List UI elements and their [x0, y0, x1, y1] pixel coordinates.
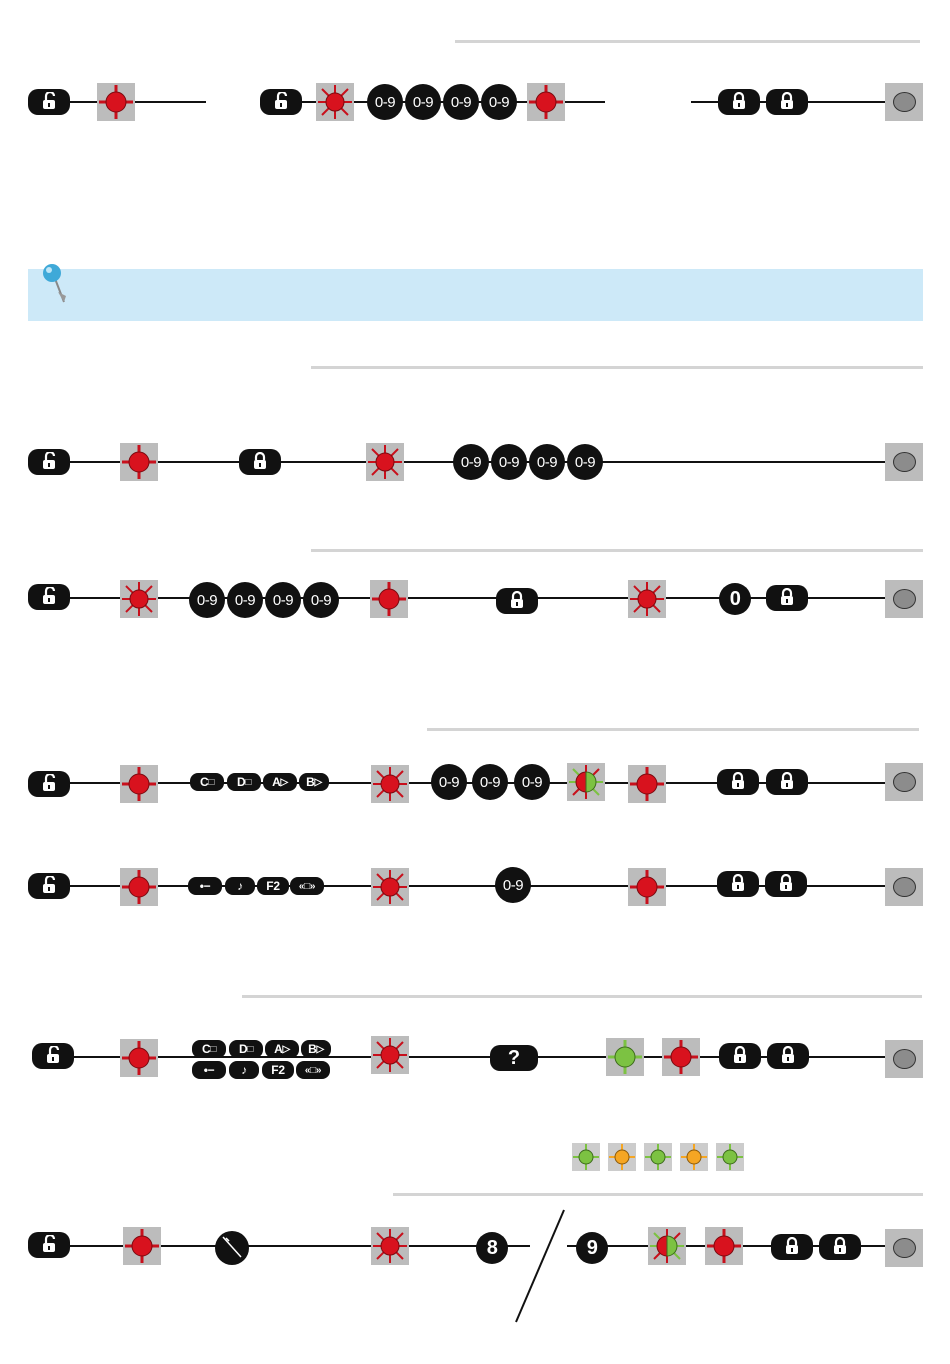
divider-slash: [512, 1208, 568, 1326]
bell-icon: ♪: [241, 1063, 247, 1077]
digit-key[interactable]: 0-9: [367, 84, 403, 120]
lock-icon: [728, 874, 748, 894]
led-red-steady: [705, 1227, 743, 1265]
lock-icon: [729, 92, 749, 112]
digit-key[interactable]: 0-9: [472, 764, 508, 800]
digit-9-key[interactable]: 9: [576, 1232, 608, 1264]
lock-icon: [830, 1237, 850, 1257]
lock-button[interactable]: [239, 449, 281, 475]
pushpin-icon: [40, 262, 80, 308]
digit-key[interactable]: 0-9: [431, 764, 467, 800]
usb-key[interactable]: [188, 877, 222, 895]
digit-8-key[interactable]: 8: [476, 1232, 508, 1264]
end-button-icon[interactable]: [885, 1040, 923, 1078]
c-card-key[interactable]: C □: [192, 1040, 226, 1058]
led-red-blinking: [371, 1036, 409, 1074]
separator-line: [455, 40, 920, 43]
digit-key[interactable]: 0-9: [514, 764, 550, 800]
bell-key[interactable]: [229, 1061, 259, 1079]
lock-button[interactable]: [719, 1043, 761, 1069]
led-red-steady: [120, 868, 158, 906]
a-card-key[interactable]: A ▷: [265, 1040, 299, 1058]
end-button-icon[interactable]: [885, 580, 923, 618]
unlock-icon: [39, 587, 59, 607]
led-red-steady: [662, 1038, 700, 1076]
c-card-key[interactable]: C □: [190, 773, 224, 791]
end-button-icon[interactable]: [885, 443, 923, 481]
f2-key[interactable]: F2: [257, 877, 289, 895]
d-card-key[interactable]: D □: [227, 773, 261, 791]
lock-button[interactable]: [717, 769, 759, 795]
end-button-icon[interactable]: [885, 1229, 923, 1267]
led-red-steady: [120, 1039, 158, 1077]
digit-key[interactable]: 0-9: [529, 444, 565, 480]
unlock-button[interactable]: [28, 449, 70, 475]
lock-icon: [782, 1237, 802, 1257]
unlock-icon: [43, 1046, 63, 1066]
digit-key[interactable]: 0-9: [227, 582, 263, 618]
unlock-icon: [39, 92, 59, 112]
led-red-green-blinking: [567, 763, 605, 801]
digit-key[interactable]: 0-9: [567, 444, 603, 480]
end-button-icon[interactable]: [885, 763, 923, 801]
led-red-steady: [628, 868, 666, 906]
unlock-button[interactable]: [28, 873, 70, 899]
led-sequence: [572, 1143, 748, 1171]
unlock-button[interactable]: [28, 1232, 70, 1258]
zero-key[interactable]: 0: [719, 583, 751, 615]
unlock-button[interactable]: [32, 1043, 74, 1069]
separator-line: [242, 995, 922, 998]
card-key[interactable]: [290, 877, 324, 895]
usb-icon: •−: [199, 879, 211, 893]
card-key[interactable]: [296, 1061, 330, 1079]
led-red-steady: [120, 443, 158, 481]
lock-icon: [776, 874, 796, 894]
led-red-steady: [527, 83, 565, 121]
end-button-icon[interactable]: [885, 83, 923, 121]
lock-button[interactable]: [765, 871, 807, 897]
lock-button[interactable]: [717, 871, 759, 897]
lock-button[interactable]: [771, 1234, 813, 1260]
separator-line: [427, 728, 919, 731]
unlock-button[interactable]: [28, 771, 70, 797]
led-red-blinking: [366, 443, 404, 481]
digit-key[interactable]: 0-9: [265, 582, 301, 618]
unlock-button[interactable]: [28, 89, 70, 115]
end-button-icon[interactable]: [885, 868, 923, 906]
usb-key[interactable]: [192, 1061, 226, 1079]
led-red-steady: [123, 1227, 161, 1265]
lock-button[interactable]: [766, 769, 808, 795]
lock-button[interactable]: [766, 89, 808, 115]
digit-key[interactable]: 0-9: [189, 582, 225, 618]
b-card-key[interactable]: B ▷: [301, 1040, 331, 1058]
digit-key[interactable]: 0-9: [481, 84, 517, 120]
key-tag-icon: [213, 1229, 251, 1267]
lock-icon: [777, 772, 797, 792]
card-icon: «□»: [298, 880, 316, 892]
lock-icon: [778, 1046, 798, 1066]
lock-icon: [728, 772, 748, 792]
lock-icon: [777, 92, 797, 112]
lock-button[interactable]: [496, 588, 538, 614]
led-red-blinking: [316, 83, 354, 121]
separator-line: [311, 366, 923, 369]
unlock-icon: [39, 876, 59, 896]
led-red-steady: [628, 765, 666, 803]
digit-key[interactable]: 0-9: [495, 867, 531, 903]
lock-button[interactable]: [766, 585, 808, 611]
unlock-icon: [39, 774, 59, 794]
digit-key[interactable]: 0-9: [405, 84, 441, 120]
bell-icon: ♪: [237, 879, 243, 893]
card-icon: «□»: [304, 1064, 322, 1076]
lock-icon: [777, 588, 797, 608]
led-red-steady: [97, 83, 135, 121]
f2-key[interactable]: F2: [262, 1061, 294, 1079]
led-red-steady: [120, 765, 158, 803]
unlock-button[interactable]: [28, 584, 70, 610]
lock-icon: [250, 452, 270, 472]
bell-key[interactable]: [225, 877, 255, 895]
separator-line: [311, 549, 923, 552]
led-red-blinking: [371, 1227, 409, 1265]
note-box: [28, 269, 923, 321]
led-red-steady: [370, 580, 408, 618]
b-card-key[interactable]: B ▷: [299, 773, 329, 791]
a-card-key[interactable]: A ▷: [263, 773, 297, 791]
separator-line: [393, 1193, 923, 1196]
usb-icon: •−: [203, 1063, 215, 1077]
help-key[interactable]: ?: [490, 1045, 538, 1071]
led-red-green-blinking: [648, 1227, 686, 1265]
lock-button[interactable]: [819, 1234, 861, 1260]
led-red-blinking: [628, 580, 666, 618]
d-card-key[interactable]: D □: [229, 1040, 263, 1058]
lock-icon: [730, 1046, 750, 1066]
unlock-icon: [271, 92, 291, 112]
unlock-button[interactable]: [260, 89, 302, 115]
led-red-blinking: [120, 580, 158, 618]
digit-key[interactable]: 0-9: [303, 582, 339, 618]
led-red-blinking: [371, 765, 409, 803]
unlock-icon: [39, 1235, 59, 1255]
digit-key[interactable]: 0-9: [453, 444, 489, 480]
led-red-blinking: [371, 868, 409, 906]
unlock-icon: [39, 452, 59, 472]
led-green-steady: [606, 1038, 644, 1076]
digit-key[interactable]: 0-9: [491, 444, 527, 480]
lock-button[interactable]: [718, 89, 760, 115]
lock-button[interactable]: [767, 1043, 809, 1069]
digit-key[interactable]: 0-9: [443, 84, 479, 120]
lock-icon: [507, 591, 527, 611]
